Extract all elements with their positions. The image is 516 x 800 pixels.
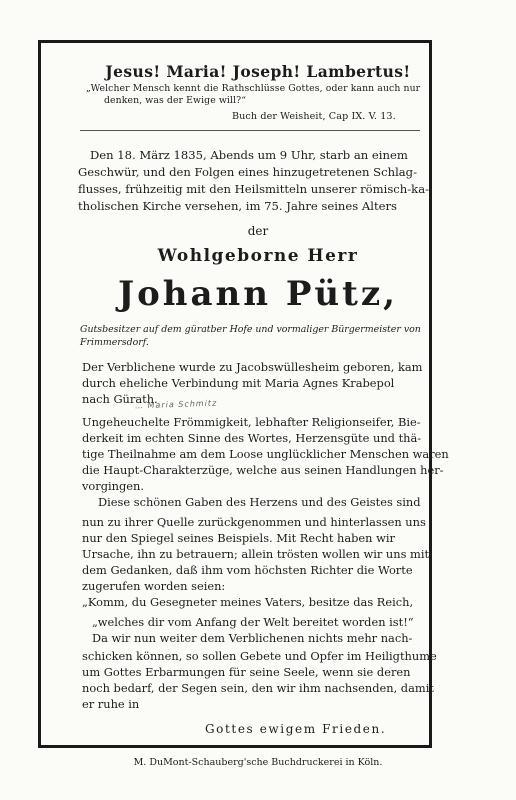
body-line: Diese schönen Gaben des Herzens und des Geistes sind — [98, 495, 421, 509]
body-line: vorgingen. — [82, 479, 144, 493]
body-line: noch bedarf, der Segen sein, den wir ihm nachsenden, damit — [82, 681, 434, 695]
body-line: nur den Spiegel seines Beispiels. Mit Recht haben wir — [82, 531, 395, 545]
body-line: nach Gürath. — [82, 392, 158, 406]
deceased-name: Johann Pütz, — [118, 274, 398, 314]
body-line: „Komm, du Gesegneter meines Vaters, besitze das Reich, — [82, 595, 414, 609]
body-line: Der Verblichene wurde zu Jacobswüllesheim geboren, kam — [82, 360, 423, 374]
honorific-title: Wohlgeborne Herr — [157, 246, 359, 266]
intro-der: der — [247, 224, 269, 238]
intro-line-3: flusses, frühzeitig mit den Heilsmitteln unserer römisch-ka- — [78, 182, 430, 196]
body-line: tige Theilnahme am dem Loose unglücklicher Menschen waren — [82, 447, 449, 461]
body-line: Ungeheuchelte Frömmigkeit, lebhafter Religionseifer, Bie- — [82, 415, 421, 429]
closing-blessing: Gottes ewigem Frieden. — [205, 722, 387, 736]
scripture-quote-line-2: Da wir nun weiter dem Verblichenen nichts mehr nach- — [92, 631, 413, 645]
body-line: er ruhe in — [82, 697, 140, 711]
body-line: um Gottes Erbarmungen für seine Seele, wenn sie deren — [82, 665, 411, 679]
body-line: derkeit im echten Sinne des Wortes, Herzensgüte und thä- — [82, 431, 422, 445]
body-line: zugerufen worden seien: — [82, 579, 226, 593]
intro-line-4: tholischen Kirche versehen, im 75. Jahre seines Alters — [78, 199, 397, 213]
header-divider — [80, 130, 420, 131]
body-line: dem Gedanken, daß ihm vom höchsten Richter die Worte — [82, 563, 413, 577]
printer-imprint: M. DuMont-Schauberg'sche Buchdruckerei in Köln. — [133, 757, 383, 768]
occupation-line-2: Frimmersdorf. — [80, 337, 149, 348]
scripture-quote-line-1: „welches dir vom Anfang der Welt bereitet worden ist!“ — [92, 615, 414, 629]
body-line: die Haupt-Charakterzüge, welche aus seinen Handlungen her- — [82, 463, 444, 477]
body-line: nun zu ihrer Quelle zurückgenommen und hinterlassen uns — [82, 515, 426, 529]
body-line: Ursache, ihn zu betrauern; allein trösten wollen wir uns mit — [82, 547, 430, 561]
intro-line-2: Geschwür, und den Folgen eines hinzugetretenen Schlag- — [78, 165, 418, 179]
occupation-line-1: Gutsbesitzer auf dem güratber Hofe und vormaliger Bürgermeister von — [80, 324, 421, 335]
handwritten-annotation: … Maria Schmitz — [134, 398, 218, 411]
epigraph-source: Buch der Weisheit, Cap IX. V. 13. — [232, 111, 396, 122]
epigraph-line-1: „Welcher Mensch kennt die Rathschlüsse Gottes, oder kann auch nur — [86, 83, 421, 94]
body-line: durch eheliche Verbindung mit Maria Agnes Krabepol — [82, 376, 395, 390]
intro-line-1: Den 18. März 1835, Abends um 9 Uhr, starb an einem — [90, 148, 408, 162]
header-invocation: Jesus! Maria! Joseph! Lambertus! — [105, 62, 411, 81]
epigraph-line-2: denken, was der Ewige will?“ — [104, 95, 247, 106]
body-line: schicken können, so sollen Gebete und Opfer im Heiligthume — [82, 649, 437, 663]
